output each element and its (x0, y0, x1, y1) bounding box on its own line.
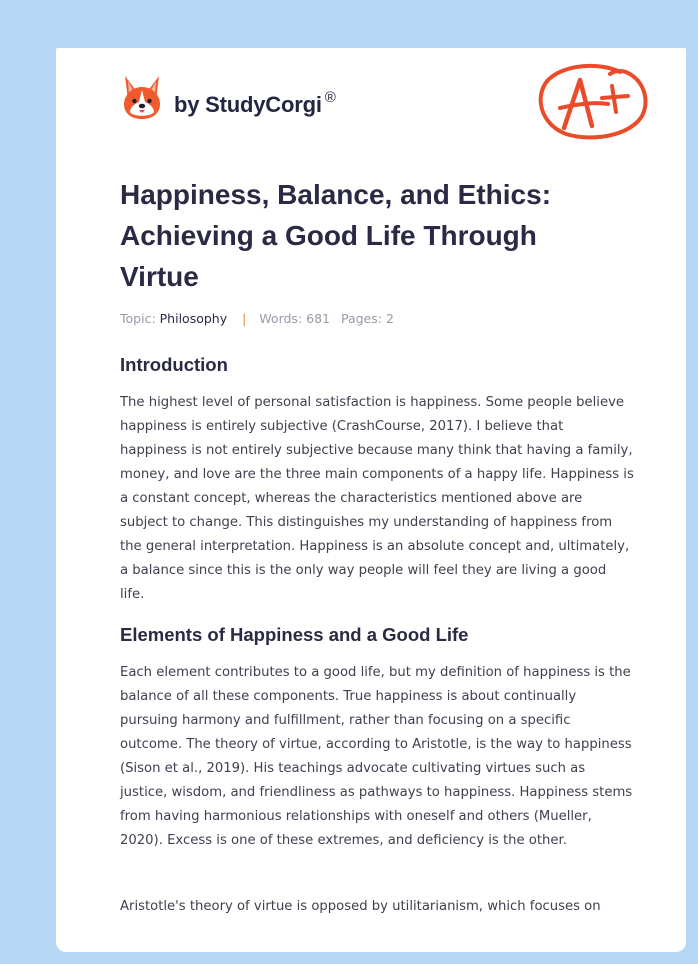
section-heading-elements: Elements of Happiness and a Good Life (120, 624, 469, 645)
brand-name-text: by StudyCorgi (174, 91, 322, 117)
topic-label: Topic: (120, 311, 156, 326)
corgi-logo-icon (120, 74, 164, 122)
paragraph: Each element contributes to a good life, but my definition of happiness is the balance of all these components. True happiness is about continually pursuing harmony and fulfillment, rather than focusing on a specific outcome. The theory of virtue, according to Aristotle, is the way to happiness (Sison et al., 2019). His teachings advocate cultivating virtues such as justice, wisdom, and friendliness as pathways to happiness. Happiness stems from having harmonious relationships with oneself and others (Mueller, 2020). Excess is one of these extremes, and deficiency is the other. (120, 665, 633, 848)
paragraph: The highest level of personal satisfaction is happiness. Some people believe happiness is entirely subjective (CrashCourse, 2017). I believe that happiness is not entirely subjective because many think that having a family, money, and love are the three main components of a happy life. Happiness is a constant concept, whereas the characteristics mentioned above are subject to change. This distinguishes my understanding of happiness from the general interpretation. Happiness is an absolute concept and, ultimately, a balance since this is the only way people will feel they are living a good life. (120, 395, 634, 602)
brand-header (120, 74, 336, 122)
words-label: Words: (259, 311, 303, 326)
meta-separator: | (242, 311, 247, 326)
topic-link[interactable]: Philosophy (159, 311, 228, 326)
pages-label: Pages: (340, 311, 382, 326)
essay-meta (120, 311, 394, 326)
a-plus-grade-stamp (534, 58, 650, 142)
document-page (56, 48, 686, 952)
paragraph: Aristotle's theory of virtue is opposed by utilitarianism, which focuses on (120, 899, 601, 914)
essay-title: Happiness, Balance, and Ethics: Achieving a Good Life Through Virtue (120, 179, 552, 292)
registered-mark: ® (324, 88, 336, 106)
brand-name (174, 89, 336, 118)
words-count: 681 (306, 311, 330, 326)
section-heading-introduction: Introduction (120, 354, 228, 375)
pages-count: 2 (385, 311, 394, 326)
